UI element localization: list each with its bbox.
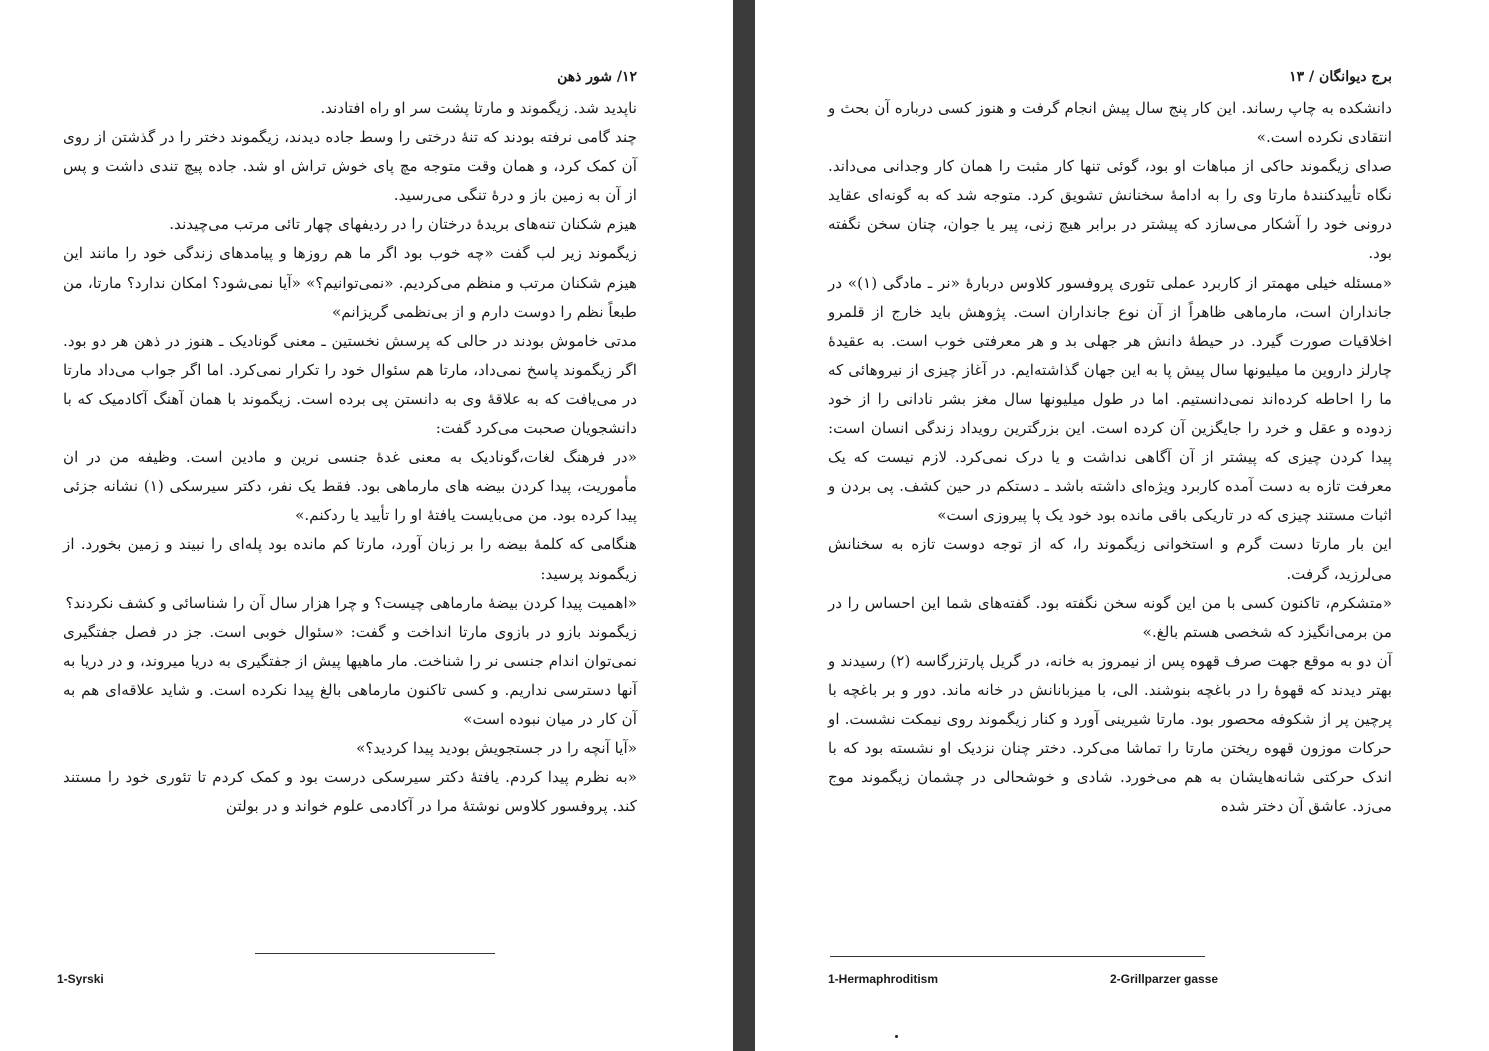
right-paragraph: «مسئله خیلی مهمتر از کاربرد عملی تئوری پروفسور کلاوس دربارهٔ «نر ـ مادگی (۱)» در جانداران است، مارماهی ظاهراً از آن نوع جانداران است. پژوهش باید خارج از قلمرو اخلاقیات صورت گیرد. در حیطهٔ دانش هر جهلی بد و هر معرفتی خوب است. به عقیدهٔ چارلز داروین ما میلیونها سال پیش پا به این جهان گذاشته‌ایم. در آغاز چیزی از نیروهائی که ما را احاطه کرده‌اند نمی‌دانستیم. اما در طول میلیونها سال مغز بشر نادانی را از خود زدوده و عقل و خرد را جایگزین آن کرده است. این بزرگترین رویداد زندگی انسان است: پیدا کردن چیزی که پیشتر از آن آگاهی نداشت و یا درک نمی‌کرد. لازم نیست که یک معرفت تازه به دست آمده کاربرد ویژه‌ای داشته باشد ـ دستکم در حین کشف. پی بردن و اثبات مستند چیزی که در تاریکی باقی مانده بود خود یک پا پیروزی است» <box>828 273 1392 525</box>
right-paragraph: دانشکده به چاپ رساند. این کار پنج سال پیش انجام گرفت و هنوز کسی درباره آن بحث و انتقادی نکرده است.» <box>828 99 1392 147</box>
left-paragraph: زیگموند زیر لب گفت «چه خوب بود اگر ما هم روزها و پیامدهای زندگی خود را مانند این هیزم شکنان مرتب و منظم می‌کردیم. «نمی‌توانیم؟» «آیا نمی‌شود؟ امکان ندارد؟ مارتا، من طبعاً نظم را دوست دارم و از بی‌نظمی گریزانم» <box>63 244 637 321</box>
left-paragraph: «در فرهنگ لغات،گونادیک به معنی غدهٔ جنسی نرین و مادین است. وظیفه من در ان مأموریت، پیدا کردن بیضه های مارماهی بود. فقط یک نفر، دکتر سیرسکی (۱) نشانه جزئی پیدا کرده بود. من می‌بایست یافتهٔ او را تأیید یا ردکنم.» <box>63 448 637 525</box>
page-speck <box>895 1035 898 1038</box>
right-footnote-2: 2-Grillparzer gasse <box>1110 972 1219 986</box>
right-paragraph: «متشکرم، تاکنون کسی با من این گونه سخن نگفته بود. گفته‌های شما این احساس را در من برمی‌انگیزد که شخصی هستم بالغ.» <box>828 593 1392 641</box>
right-page-body <box>820 94 1400 821</box>
right-footnote-rule <box>830 956 1205 957</box>
left-footnote-rule <box>255 953 495 954</box>
left-page-header <box>55 60 645 94</box>
left-paragraph: «آیا آنچه را در جستجویش بودید پیدا کردید؟» <box>356 739 637 758</box>
left-page <box>55 60 645 990</box>
left-header-text: ۱۲/ شور ذهن <box>557 69 637 85</box>
right-header-text: برج دیوانگان / ۱۳ <box>1289 69 1392 85</box>
left-page-body <box>55 94 645 821</box>
left-paragraph: «اهمیت پیدا کردن بیضهٔ مارماهی چیست؟ و چرا هزار سال آن را شناسائی و کشف نکردند؟ <box>65 593 637 612</box>
right-paragraph: آن دو به موقع جهت صرف قهوه پس از نیمروز به خانه، در گریل پارتزرگاسه (۲) رسیدند و بهتر دیدند که قهوهٔ را در باغچه بنوشند. الی، با میزبانانش در خانه ماند. دور و بر باغچه با پرچین پر از شکوفه محصور بود. مارتا شیرینی آورد و کنار زیگموند روی نیمکت نشست. او حرکات موزون قهوه ریختن مارتا را تماشا می‌کرد. دختر چنان نزدیک او نشسته بود که با اندک حرکتی شانه‌هایشان به هم می‌خورد. شادی و خوشحالی در چشمان زیگموند موج می‌زد. عاشق آن دختر شده <box>828 651 1392 816</box>
left-paragraph: چند گامی نرفته بودند که تنهٔ درختی را وسط جاده دیدند، زیگموند دختر را در گذشتن از روی آن کمک کرد، و همان وقت متوجه مچ پای خوش تراش او شد. جاده پیچ تندی داشت و پس از آن به زمین باز و درهٔ تنگی می‌رسید. <box>63 128 637 205</box>
left-paragraph: هنگامی که کلمهٔ بیضه را بر زبان آورد، مارتا کم مانده بود پله‌ای را نبیند و زمین بخورد. از زیگموند پرسید: <box>63 535 637 583</box>
left-paragraph: مدتی خاموش بودند در حالی که پرسش نخستین ـ معنی گونادیک ـ هنوز در ذهن هر دو بود. اگر زیگموند پاسخ نمی‌داد، مارتا هم سئوال خود را تکرار نمی‌کرد. اما اگر جواب می‌داد مارتا در می‌یافت که به علاقهٔ وی به دانستن پی برده است. زیگموند با همان آهنگ آکادمیک که با دانشجویان صحبت می‌کرد گفت: <box>63 331 637 438</box>
left-paragraph: ناپدید شد. زیگموند و مارتا پشت سر او راه افتادند. <box>320 99 637 117</box>
right-paragraph: این بار مارتا دست گرم و استخوانی زیگموند را، که از توجه دوست تازه به سخنانش می‌لرزید، گرفت. <box>828 535 1392 583</box>
right-footnote-1: 1-Hermaphroditism <box>828 972 939 986</box>
book-gutter <box>733 0 755 1051</box>
right-page <box>820 60 1400 990</box>
left-footnote: 1-Syrski <box>57 972 104 986</box>
right-page-header <box>820 60 1400 94</box>
left-paragraph: هیزم شکنان تنه‌های بریدهٔ درختان را در ردیفهای چهار تائی مرتب می‌چیدند. <box>169 215 637 234</box>
left-paragraph: زیگموند بازو در بازوی مارتا انداخت و گفت: «سئوال خوبی است. جز در فصل جفتگیری نمی‌توان اندام جنسی نر را شناخت. مار ماهیها پیش از جفتگیری به دریا میروند، و در دریا به آنها دسترسی نداریم. و کسی تاکنون مارماهی بالغ پیدا نکرده است. و شاید علاقه‌ای هم به آن کار در میان نبوده است» <box>63 622 637 728</box>
left-paragraph: «به نظرم پیدا کردم. یافتهٔ دکتر سیرسکی درست بود و کمک کردم تا تئوری خود را مستند کند. پروفسور کلاوس نوشتهٔ مرا در آکادمی علوم خواند و در بولتن <box>63 768 637 816</box>
right-paragraph: صدای زیگموند حاکی از مباهات او بود، گوئی تنها کار مثبت را همان کار وجدانی می‌داند. نگاه تأییدکنندهٔ مارتا وی را به ادامهٔ سخنانش تشویق کرد. متوجه شد که به گونه‌ای عقاید درونی خود را آشکار می‌سازد که پیشتر در برابر هیچ زنی، پیر یا جوان، چنان سخن نگفته بود. <box>828 157 1392 263</box>
